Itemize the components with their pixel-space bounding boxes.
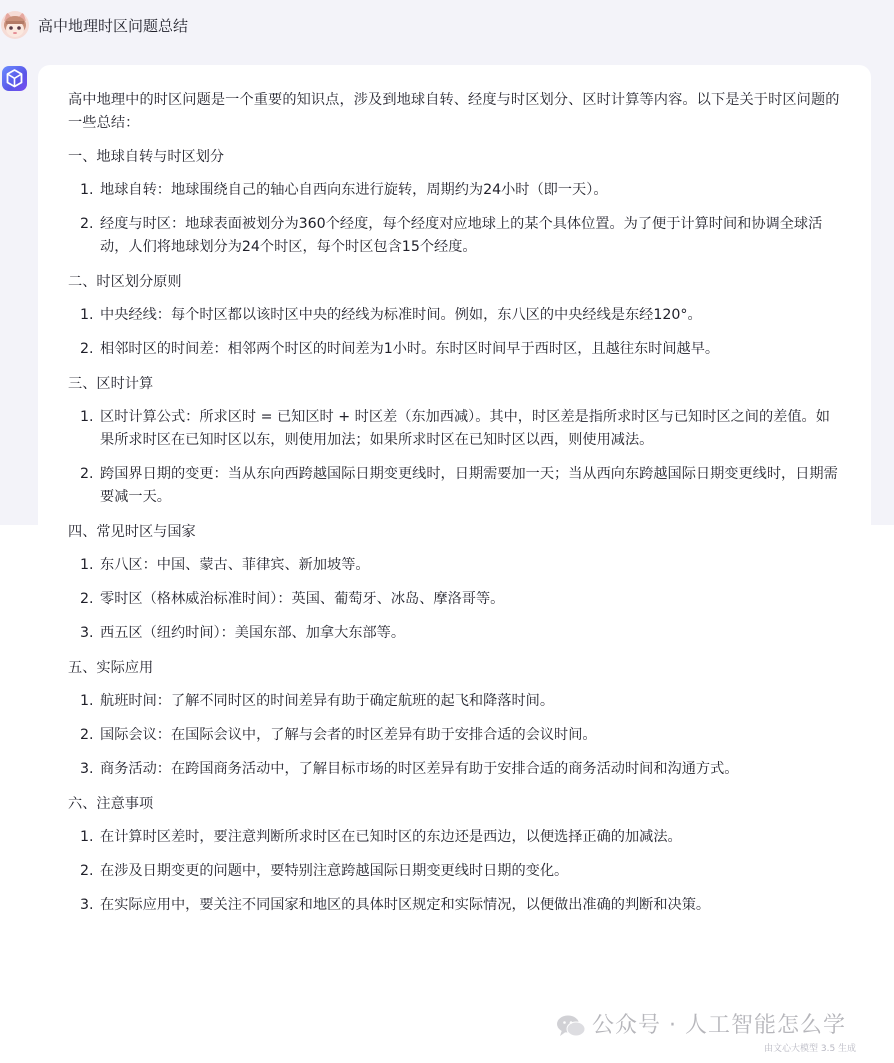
list-item: 3. 在实际应用中，要关注不同国家和地区的具体时区规定和实际情况，以便做出准确的判断和决策。 xyxy=(98,894,843,917)
list-item: 3. 商务活动：在跨国商务活动中，了解目标市场的时区差异有助于安排合适的商务活动时间和沟通方式。 xyxy=(98,758,843,781)
list-item: 2. 零时区（格林威治标准时间）：英国、葡萄牙、冰岛、摩洛哥等。 xyxy=(98,588,843,611)
answer-content xyxy=(68,89,843,929)
list-item: 2. 跨国界日期的变更：当从东向西跨越国际日期变更线时，日期需要加一天；当从西向东跨越国际日期变更线时，日期需要减一天。 xyxy=(98,463,843,509)
list-item: 2. 相邻时区的时间差：相邻两个时区的时间差为1小时。东时区时间早于西时区，且越往东时间越早。 xyxy=(98,338,843,361)
section-list xyxy=(68,304,843,361)
list-item: 1. 地球自转：地球围绕自己的轴心自西向东进行旋转，周期约为24小时（即一天）。 xyxy=(98,179,843,202)
list-item: 2. 在涉及日期变更的问题中，要特别注意跨越国际日期变更线时日期的变化。 xyxy=(98,860,843,883)
list-item: 1. 区时计算公式：所求区时 = 已知区时 + 时区差（东加西减）。其中，时区差是指所求时区与已知时区之间的差值。如果所求时区在已知时区以东，则使用加法；如果所求时区在已知时区以西，则使用减法。 xyxy=(98,406,843,452)
section-list xyxy=(68,690,843,781)
section-title: 三、区时计算 xyxy=(68,376,154,392)
list-item: 1. 东八区：中国、蒙古、菲律宾、新加坡等。 xyxy=(98,554,843,577)
list-item: 1. 航班时间：了解不同时区的时间差异有助于确定航班的起飞和降落时间。 xyxy=(98,690,843,713)
list-item: 2. 国际会议：在国际会议中，了解与会者的时区差异有助于安排合适的会议时间。 xyxy=(98,724,843,747)
list-item: 1. 中央经线：每个时区都以该时区中央的经线为标准时间。例如，东八区的中央经线是东经120°。 xyxy=(98,304,843,327)
user-message-row xyxy=(0,0,894,52)
user-question-text: 高中地理时区问题总结 xyxy=(38,17,189,35)
generated-by-label: 由文心大模型 3.5 生成 xyxy=(764,1044,857,1054)
bot-avatar-icon xyxy=(2,66,27,91)
list-item: 2. 经度与时区：地球表面被划分为360个经度，每个经度对应地球上的某个具体位置。为了便于计算时间和协调全球活动，人们将地球划分为24个时区，每个时区包含15个经度。 xyxy=(98,213,843,259)
section-list xyxy=(68,406,843,509)
answer-card xyxy=(38,65,871,1055)
section-list xyxy=(68,179,843,259)
section-list xyxy=(68,826,843,917)
watermark-text: 公众号 · 人工智能怎么学 xyxy=(592,1013,846,1038)
section-title: 一、地球自转与时区划分 xyxy=(68,149,225,165)
section-title: 四、常见时区与国家 xyxy=(68,524,196,540)
section-title: 二、时区划分原则 xyxy=(68,274,182,290)
section-list xyxy=(68,554,843,645)
section-title: 六、注意事项 xyxy=(68,796,154,812)
user-avatar-icon[interactable] xyxy=(1,11,29,39)
list-item: 1. 在计算时区差时，要注意判断所求时区在已知时区的东边还是西边，以便选择正确的加减法。 xyxy=(98,826,843,849)
list-item: 3. 西五区（纽约时间）：美国东部、加拿大东部等。 xyxy=(98,622,843,645)
section-title: 五、实际应用 xyxy=(68,660,154,676)
answer-intro: 高中地理中的时区问题是一个重要的知识点，涉及到地球自转、经度与时区划分、区时计算等内容。以下是关于时区问题的一些总结： xyxy=(68,92,840,131)
